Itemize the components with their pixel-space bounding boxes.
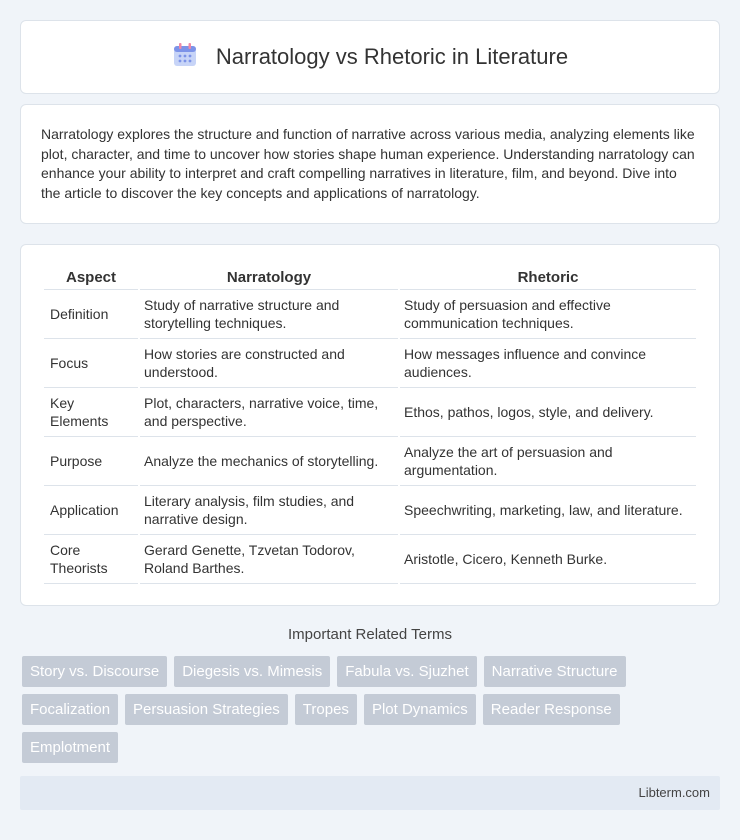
related-term-tag[interactable]: Persuasion Strategies (125, 694, 288, 725)
related-term-tag[interactable]: Emplotment (22, 732, 118, 763)
rhetoric-cell: Study of persuasion and effective communication techniques. (400, 290, 696, 339)
table-row (44, 437, 696, 486)
narratology-cell: Literary analysis, film studies, and narrative design. (140, 486, 398, 535)
related-term-tag[interactable]: Narrative Structure (484, 656, 626, 687)
aspect-cell: Application (44, 486, 138, 535)
rhetoric-cell: Speechwriting, marketing, law, and literature. (400, 486, 696, 535)
narratology-cell: Study of narrative structure and storytelling techniques. (140, 290, 398, 339)
narratology-cell: Plot, characters, narrative voice, time, and perspective. (140, 388, 398, 437)
related-terms-title: Important Related Terms (288, 626, 452, 643)
column-header-aspect: Aspect (44, 265, 138, 290)
related-term-tag[interactable]: Plot Dynamics (364, 694, 476, 725)
related-term-tag[interactable]: Diegesis vs. Mimesis (174, 656, 330, 687)
table-row (44, 388, 696, 437)
table-row (44, 486, 696, 535)
title-wrap (172, 42, 568, 73)
footer (20, 776, 720, 810)
intro-card (20, 104, 720, 224)
narratology-cell: Gerard Genette, Tzvetan Todorov, Roland Barthes. (140, 535, 398, 584)
related-term-tag[interactable]: Fabula vs. Sjuzhet (337, 656, 476, 687)
table-row (44, 339, 696, 388)
aspect-cell: Focus (44, 339, 138, 388)
related-term-tag[interactable]: Tropes (295, 694, 357, 725)
aspect-cell: Purpose (44, 437, 138, 486)
column-header-rhetoric: Rhetoric (400, 265, 696, 290)
intro-text: Narratology explores the structure and function of narrative across various media, analyzing elements like plot, character, and time to uncover how stories shape human experience. Understanding narratology can enhance your ability to interpret and craft compelling narratives in literature, film, and beyond. Dive into the article to discover the key concepts and applications of narratology. (41, 126, 695, 201)
aspect-cell: Definition (44, 290, 138, 339)
table-row (44, 535, 696, 584)
aspect-cell: Core Theorists (44, 535, 138, 584)
narratology-cell: How stories are constructed and understood. (140, 339, 398, 388)
comparison-card (20, 244, 720, 606)
related-term-tag[interactable]: Focalization (22, 694, 118, 725)
comparison-table (42, 265, 698, 584)
aspect-cell: Key Elements (44, 388, 138, 437)
table-header-row (44, 265, 696, 290)
footer-site-link[interactable]: Libterm.com (638, 785, 710, 800)
rhetoric-cell: How messages influence and convince audiences. (400, 339, 696, 388)
page-title: Narratology vs Rhetoric in Literature (215, 44, 569, 69)
calendar-icon (172, 42, 198, 73)
related-term-tag[interactable]: Reader Response (483, 694, 620, 725)
rhetoric-cell: Ethos, pathos, logos, style, and delivery. (400, 388, 696, 437)
column-header-narratology: Narratology (140, 265, 398, 290)
narratology-cell: Analyze the mechanics of storytelling. (140, 437, 398, 486)
rhetoric-cell: Aristotle, Cicero, Kenneth Burke. (400, 535, 696, 584)
rhetoric-cell: Analyze the art of persuasion and argumentation. (400, 437, 696, 486)
header-card (20, 20, 720, 94)
related-terms-list (22, 656, 702, 763)
table-row (44, 290, 696, 339)
related-term-tag[interactable]: Story vs. Discourse (22, 656, 167, 687)
